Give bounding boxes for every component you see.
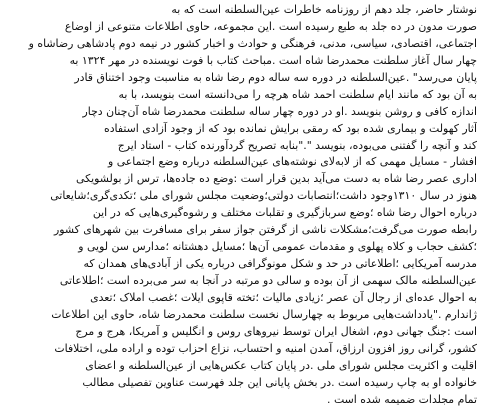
text-line: به احوال عده‌ای از رجال آن عصر ؛زیادی مالیات ؛تخته قاپوی ایلات ؛غصب املاک ؛تعدی: [90, 290, 477, 304]
text-line: صورت مدون در ده جلد به طبع رسیده است .این مجموعه، حاوی اطلاعات متنوعی از اوضاع: [64, 19, 477, 33]
text-line: تمام مجلدات ضمیمه شده است .: [327, 392, 477, 406]
text-line: چهار سال آغاز سلطنت محمدرضا شاه است .مباحث کتاب با فوت نویسنده در مهر ۱۳۲۴ به: [69, 53, 477, 67]
text-line: درباره احوال رضا شاه ؛وضع سربازگیری و تقلبات مختلف و رشوه‌گیری‌هایی که در این: [92, 206, 477, 220]
text-line: افشار - مسایل مهمی که از لابه‌لای نوشته‌های عین‌السلطنه درباره وضع اجتماعی و: [107, 155, 477, 169]
text-line: مدرسه آمریکایی ؛اطلاعاتی در حد و شکل مونوگرافی درباره یکی از آبادی‌های همدان که: [83, 257, 477, 271]
body-text: [4, 2, 477, 409]
text-line: اداری عصر رضا شاه به دست می‌آید بدین قرار است :وضع ده جاده‌ها، ترس از بولشویکی: [76, 172, 477, 186]
text-line: ؛کشف حجاب و کلاه پهلوی و مقدمات عمومی آن‌ها ؛مسایل دهشتانه ؛مدارس سن لویی و: [78, 240, 477, 254]
text-line: اجتماعی، اقتصادی، سیاسی، مدنی، فرهنگی و حوادث و اخبار کشور در نیمه دوم پادشاهی رضاشاه و: [28, 36, 477, 50]
text-line: خانواده او به چاپ رسیده است .در بخش پایانی این جلد فهرست عناوین تفصیلی مطالب: [82, 375, 477, 389]
text-line: کند و آنچه را گفتنی می‌بوده، بنویسد "."بنابه تصریح گردآورنده کتاب - استاد ایرج: [117, 138, 477, 152]
text-line: به آن بود که مانند ایام سلطنت احمد شاه هرچه را می‌دانسته است بنویسد، با به: [118, 87, 477, 101]
text-line: اقلیت و اکثریت مجلس شورای ملی .در پایان کتاب عکس‌هایی از عین‌السلطنه و اعضای: [85, 358, 477, 372]
text-line: اندازه کافی و روشن بنویسد .او در دوره چهار ساله سلطنت محمدرضا شاه آن‌چنان دچار: [82, 104, 477, 118]
text-line: آثار کهولت و بیماری شده بود که رمقی برایش نمانده بود که از وجود آزادی استفاده: [103, 121, 477, 135]
text-line: است :جنگ جهانی دوم، اشغال ایران توسط نیروهای روس و انگلیس و آمریکا، هرج و مرج: [75, 324, 477, 338]
text-line: رابطه صورت می‌گرفت؛مشکلات ناشی از گرفتن جواز سفر برای مسافرت بین شهرهای کشور: [54, 223, 477, 237]
text-line: نوشتار حاضر، جلد دهم از روزنامه خاطرات عین‌السلطنه است که به: [171, 3, 477, 16]
text-line: ژاندارم ."یادداشت‌هایی مربوط به چهارسال نخست سلطنت محمدرضا شاه، حاوی این اطلاعات: [51, 307, 477, 321]
text-line: عین‌السلطنه مالک سهمی از آن بوده و سالی دو مرتبه در آنجا به سر می‌برده است ؛اطلاعاتی: [59, 274, 477, 287]
text-line: هنوز در سال ۱۳۱۰وجود داشت؛انتصابات دولتی؛وضعیت مجلس شورای ملی ؛تکدی‌گری؛شایعاتی: [50, 189, 477, 203]
text-line: پایان می‌رسد" .عین‌السلطنه در دوره سه ساله دوم رضا شاه به مناسبت وجود اختناق قادر: [74, 70, 477, 84]
text-line: کشور، گرانی روز افزون ارزاق، آمدن امنیه و احتساب، نزاع احزاب توده و اراده ملی، اختلافات: [54, 341, 477, 355]
